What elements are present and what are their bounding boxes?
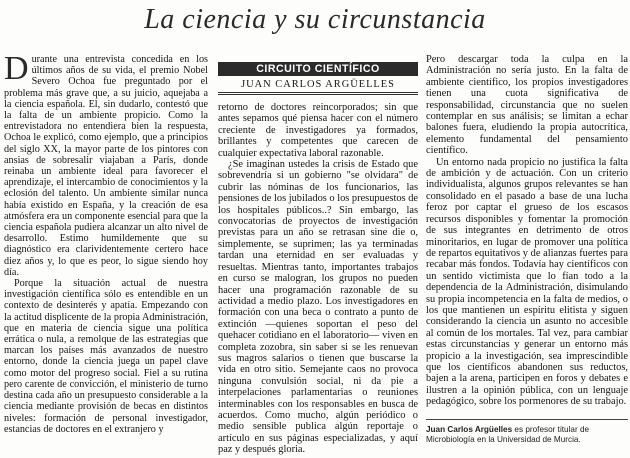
paragraph-2: Porque la situación actual de nuestra investigación científica sólo es entendible en un contexto de desinterés y apatía. Empezando con la actitud displicente de la propia Administración, que en materia de ciencia sigue una política errática o nula, a remolque de las estrategias que marcan los países más avanzados de nuestro entorno, donde la ciencia juega un papel clave como motor del progreso social. Fiel a su rutina pero carente de convicción, el ministerio de turno destina cada año un presupuesto considerable a la ciencia mediante provisión de becas en distintos niveles: formación de personal investigador, estancias de doctores en el extranjero y [4,278,208,435]
article-column-2 [218,102,418,456]
byline-rule-double [218,94,418,95]
author-byline: JUAN CARLOS ARGÜELLES [241,79,395,90]
paragraph-1-text: urante una entrevista concedida en los últimos años de su vida, el premio Nobel Severo Ochoa fue preguntado por el problema más grave que, a su juicio, aquejaba a la ciencia española. El, sin dudarlo, contestó que la falta de un ambiente propicio. Como la entrevistadora no entendiera bien la respuesta, Ochoa le explicó, como ejemplo, que a principios del siglo XX, la mayor parte de los pintores con ansias de sobresalir viajaban a París, donde reinaba un ambiente ideal para favorecer el aprendizaje, el intercambio de conocimientos y la eclosión del talento. Un ambiente similar nunca había existido en España, y la creación de esa atmósfera era un componente esencial para que la ciencia española pudiera alcanzar un alto nivel de desarrollo. Estimo humildemente que su diagnóstico era clarividentemente certero hace diez años y, lo que es peor, lo sigue siendo hoy día. [4,54,208,278]
article-column-3 [426,54,628,408]
paragraph-4: ¿Se imaginan ustedes la crisis de Estado que sobrevendría si un gobierno "se olvidara" de cubrir las nóminas de los funcionarios, las pensiones de los jubilados o los presupuestos de los hospitales públicos..? Sin embargo, las convocatorias de proyectos de investigación previstas para un año se retrasan sine die o, simplemente, se suprimen; las ya terminadas tardan una eternidad en ser evaluadas y resueltas. Mientras tanto, importantes trabajos en curso se malogran, los grupos no pueden hacer una programación razonable de su actividad a medio plazo. Los investigadores en formación con una beca o contrato a punto de extinción —quienes soportan el peso del quehacer cotidiano en el laboratorio— viven en completa zozobra, sin saber si se les renuevan sus magros salarios o tienen que buscarse la vida en otro sitio. Semejante caos no provoca ninguna convulsión social, ni da pie a interpelaciones parlamentarias o reuniones interminables con los responsables en busca de acuerdos. Como mucho, algún periódico o medio sensible publica algún reportaje o artículo en sus páginas especializadas, y aquí paz y después gloria. [218,159,418,456]
drop-cap: D [4,50,29,87]
paragraph-6: Un entorno nada propicio no justifica la falta de ambición y de actuación. Con un criterio individualista, algunos grupos relevantes se han consolidado en el pasado a base de una lucha feroz por captar el grueso de los escasos recursos disponibles y fomentar la promoción de sus integrantes en detrimento de otros minoritarios, en lugar de promover una política de repartos equitativos y de alianzas fuertes para recabar más fondos. Todavía hay científicos con un sentido victimista que lo fían todo a la dependencia de la Administración, disimulando su propia incompetencia en la falta de medios, o los que mantienen un espíritu elitista y siguen considerando la ciencia un asunto no accesible al común de los mortales. Tal vez, para cambiar estas circunstancias y generar un entorno más propicio a la investigación, sea imprescindible que los científicos abandonen sus reductos, bajen a la arena, participen en foros y debates e ilustren a la opinión pública, con un lenguaje pedagógico, sobre los pormenores de su trabajo. [426,156,628,408]
author-name: Juan Carlos Argüelles [426,425,513,434]
byline-rule [218,92,418,93]
paragraph-5: Pero descargar toda la culpa en la Administración no sería justo. En la falta de ambiente científico, los propios investigadores tienen una cuota significativa de responsabilidad, circunstancia que no suelen contemplar en sus análisis; se limitan a echar balones fuera, eludiendo la propia autocrítica, elemento fundamental del pensamiento científico. [426,54,628,157]
author-note-rule [426,419,628,420]
section-banner: CIRCUITO CIENTÍFICO [218,62,418,76]
paragraph-1 [4,50,208,278]
article-headline: La ciencia y su circunstancia [144,4,486,35]
article-column-1 [4,50,208,435]
author-bio: es profesor titular de Microbiología en la Universidad de Murcia. [426,425,590,444]
paragraph-3: retorno de doctores reincorporados; sin que antes sepamos qué piensa hacer con el número creciente de investigadores ya formados, brillantes y competentes que carecen de cualquier expectativa laboral razonable. [218,102,418,159]
author-note [426,425,628,445]
